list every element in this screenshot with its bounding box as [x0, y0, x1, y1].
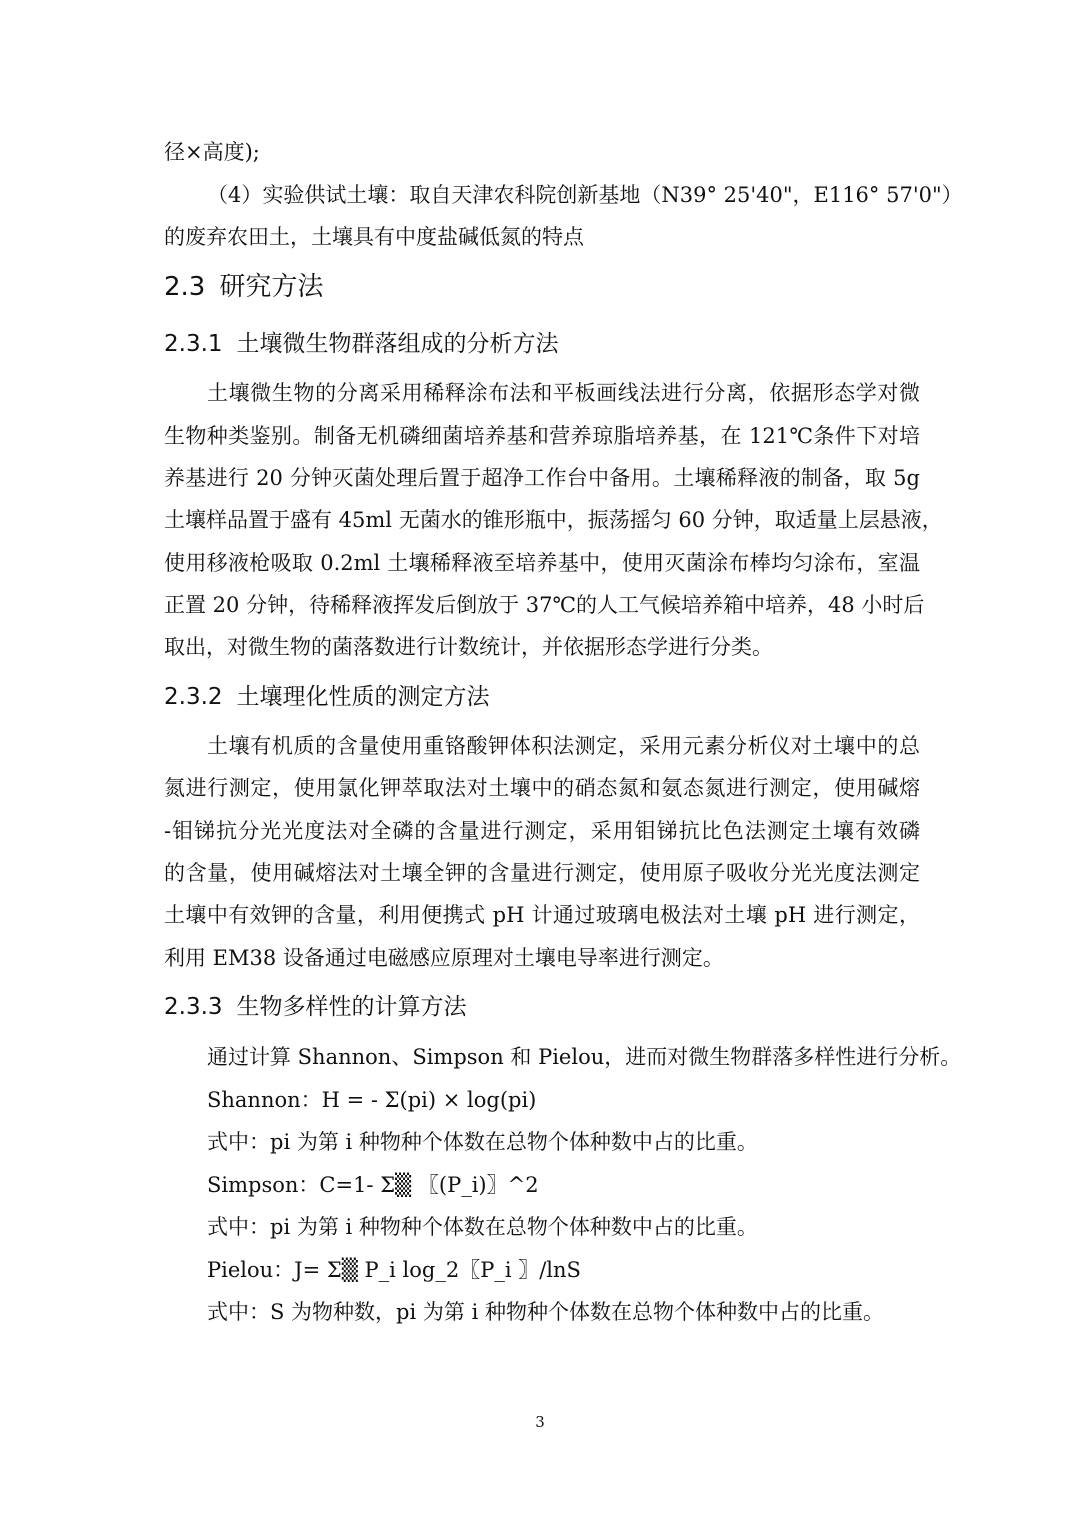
section-title: 土壤微生物群落组成的分析方法: [236, 331, 559, 357]
paragraph-line: 正置 20 分钟，待稀释液挥发后倒放于 37℃的人工气候培养箱中培养，48 小时后: [164, 593, 925, 617]
paragraph-line: 生物种类鉴别。制备无机磷细菌培养基和营养琼脂培养基，在 121℃条件下对培: [164, 424, 920, 448]
section-title: 研究方法: [219, 272, 324, 302]
simpson-note: 式中：pi 为第 i 种物种个体数在总物个体种数中占的比重。: [207, 1215, 758, 1239]
section-heading-2-3: [164, 270, 323, 304]
paragraph-line: 养基进行 20 分钟灭菌处理后置于超净工作台中备用。土壤稀释液的制备，取 5g: [164, 466, 920, 490]
paragraph-line: 土壤中有效钾的含量，利用便携式 pH 计通过玻璃电极法对土壤 pH 进行测定，: [164, 903, 920, 927]
paragraph-line: 利用 EM38 设备通过电磁感应原理对土壤电导率进行测定。: [164, 946, 724, 970]
paragraph-line: 土壤样品置于盛有 45ml 无菌水的锥形瓶中，振荡摇匀 60 分钟，取适量上层悬液，: [164, 508, 943, 532]
section-heading-2-3-3: [164, 991, 467, 1023]
paragraph-line: 的含量，使用碱熔法对土壤全钾的含量进行测定，使用原子吸收分光光度法测定: [164, 861, 920, 885]
diversity-intro: 通过计算 Shannon、Simpson 和 Pielou，进而对微生物群落多样性进行分析。: [207, 1045, 962, 1069]
section-number: 2.3.3: [164, 994, 223, 1020]
section-heading-2-3-2: [164, 681, 490, 713]
shannon-note: 式中：pi 为第 i 种物种个体数在总物个体种数中占的比重。: [207, 1130, 758, 1154]
pielou-note: 式中：S 为物种数，pi 为第 i 种物种个体数在总物个体种数中占的比重。: [207, 1300, 884, 1324]
shannon-formula: Shannon：H = - Σ(pi) × log(pi): [207, 1088, 537, 1112]
section-heading-2-3-1: [164, 328, 559, 360]
section-number: 2.3.1: [164, 331, 223, 357]
paragraph-line: 氮进行测定，使用氯化钾萃取法对土壤中的硝态氮和氨态氮进行测定，使用碱熔: [164, 776, 920, 800]
paragraph-line: 的废弃农田土，土壤具有中度盐碱低氮的特点: [164, 225, 584, 249]
paragraph-line: （4）实验供试土壤：取自天津农科院创新基地（N39° 25'40"，E116° 57'0"）: [207, 183, 963, 207]
section-title: 土壤理化性质的测定方法: [236, 684, 490, 710]
section-number: 2.3.2: [164, 684, 223, 710]
paragraph-line: 土壤微生物的分离采用稀释涂布法和平板画线法进行分离，依据形态学对微: [207, 381, 920, 405]
paragraph-line: 径×高度);: [164, 140, 260, 164]
paragraph-line: -钼锑抗分光光度法对全磷的含量进行测定，采用钼锑抗比色法测定土壤有效磷: [164, 819, 920, 843]
paragraph-line: 土壤有机质的含量使用重铬酸钾体积法测定，采用元素分析仪对土壤中的总: [207, 734, 920, 758]
pielou-formula: Pielou：J= Σ▒ P_i log_2⁡〖P_i 〗/lnS: [207, 1258, 581, 1282]
section-number: 2.3: [164, 272, 206, 302]
paragraph-line: 取出，对微生物的菌落数进行计数统计，并依据形态学进行分类。: [164, 635, 773, 659]
page-number: 3: [535, 1413, 545, 1431]
section-title: 生物多样性的计算方法: [236, 994, 467, 1020]
paragraph-line: 使用移液枪吸取 0.2ml 土壤稀释液至培养基中，使用灭菌涂布棒均匀涂布，室温: [164, 551, 920, 575]
simpson-formula: Simpson：C=1- Σ▒ 〖(P_i)〗^2: [207, 1173, 539, 1197]
